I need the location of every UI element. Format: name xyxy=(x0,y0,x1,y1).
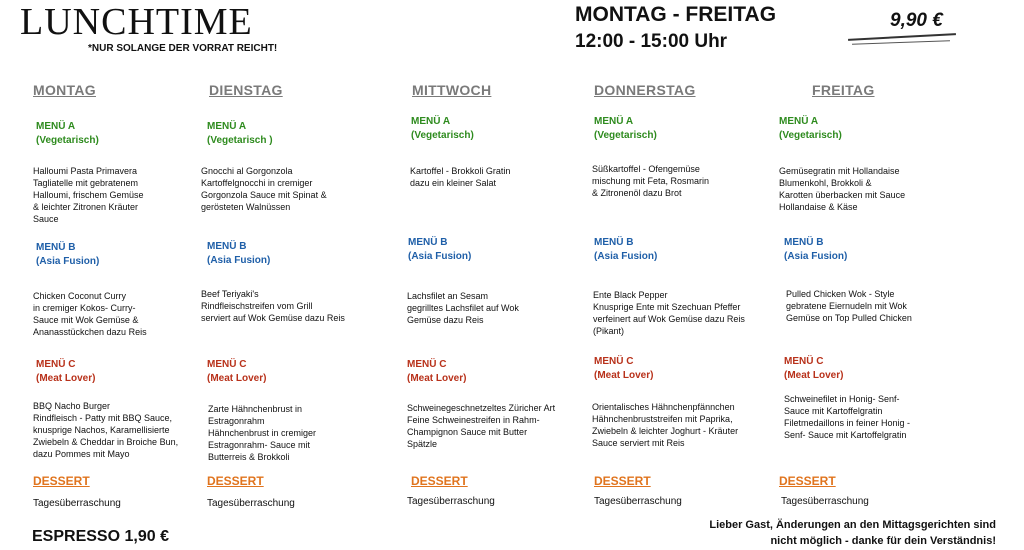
menu-b-label: MENÜ B xyxy=(36,242,76,253)
menu-b-label: MENÜ B xyxy=(207,241,247,252)
menu-b-description: Chicken Coconut Curry in cremiger Kokos- Curry- Sauce mit Wok Gemüse & Ananasstückchen dazu Reis xyxy=(33,291,147,337)
price-underline xyxy=(852,40,950,44)
dessert-heading: DESSERT xyxy=(33,474,90,488)
espresso-price: ESPRESSO 1,90 € xyxy=(32,528,169,545)
menu-title: LUNCHTIME xyxy=(20,1,253,43)
menu-price: 9,90 € xyxy=(890,10,943,31)
menu-b-type: (Asia Fusion) xyxy=(36,256,100,267)
menu-c-type: (Meat Lover) xyxy=(207,373,267,384)
menu-a-description: Kartoffel - Brokkoli Gratin dazu ein kleiner Salat xyxy=(410,166,511,188)
dessert-description: Tagesüberraschung xyxy=(781,496,869,507)
dessert-description: Tagesüberraschung xyxy=(207,498,295,509)
menu-c-description: Schweinefilet in Honig- Senf- Sauce mit Kartoffelgratin Filetmedaillons in feiner Honig - Senf- Sauce mit Kartoffelgratin xyxy=(784,394,911,440)
menu-a-label: MENÜ A xyxy=(594,116,634,127)
menu-a-heading xyxy=(411,115,474,143)
days-range: MONTAG - FREITAG xyxy=(575,3,777,26)
menu-c-type: (Meat Lover) xyxy=(407,373,467,384)
dessert-heading: DESSERT xyxy=(594,474,651,488)
menu-c-label: MENÜ C xyxy=(784,356,824,367)
menu-c-heading xyxy=(594,355,653,383)
menu-a-description: Gemüsegratin mit Hollandaise Blumenkohl, Brokkoli & Karotten überbacken mit Sauce Hollandaise & Käse xyxy=(779,166,906,212)
menu-a-heading xyxy=(779,115,842,143)
menu-c-heading xyxy=(36,358,95,386)
menu-b-type: (Asia Fusion) xyxy=(594,251,658,262)
menu-a-heading xyxy=(36,120,99,148)
opening-hours: 12:00 - 15:00 Uhr xyxy=(575,31,728,52)
menu-b-heading xyxy=(784,236,847,264)
menu-b-heading xyxy=(408,236,471,264)
menu-c-label: MENÜ C xyxy=(407,359,447,370)
guest-notice: Lieber Gast, Änderungen an den Mittagsgerichten sind nicht möglich - danke für dein Verständnis! xyxy=(709,519,996,547)
menu-c-heading xyxy=(784,355,843,383)
menu-b-type: (Asia Fusion) xyxy=(784,251,848,262)
menu-a-description: Halloumi Pasta Primavera Tagliatelle mit gebratenem Halloumi, frischem Gemüse & leichter Zitronen Kräuter Sauce xyxy=(33,166,144,224)
dessert-heading: DESSERT xyxy=(779,474,836,488)
menu-c-type: (Meat Lover) xyxy=(784,370,844,381)
menu-c-type: (Meat Lover) xyxy=(594,370,654,381)
menu-c-description: BBQ Nacho Burger Rindfleisch - Patty mit BBQ Sauce, knusprige Nachos, Karamellisierte Zwiebeln & Cheddar in Broiche Bun, dazu Pommes mit Mayo xyxy=(33,401,179,459)
menu-b-label: MENÜ B xyxy=(408,237,448,248)
day-heading: FREITAG xyxy=(812,82,875,98)
menu-b-description: Ente Black Pepper Knusprige Ente mit Szechuan Pfeffer verfeinert auf Wok Gemüse dazu Reis (Pikant) xyxy=(593,290,745,336)
menu-a-description: Gnocchi al Gorgonzola Kartoffelgnocchi in cremiger Gorgonzola Sauce mit Spinat & gerösteten Walnüssen xyxy=(201,166,327,212)
menu-a-type: (Vegetarisch ) xyxy=(207,135,273,146)
menu-a-type: (Vegetarisch) xyxy=(411,130,474,141)
menu-b-heading xyxy=(594,236,657,264)
menu-b-type: (Asia Fusion) xyxy=(408,251,472,262)
menu-b-label: MENÜ B xyxy=(594,237,634,248)
menu-a-description: Süßkartoffel - Ofengemüse mischung mit Feta, Rosmarin & Zitronenöl dazu Brot xyxy=(592,164,710,198)
menu-c-description: Schweinegeschnetzeltes Züricher Art Feine Schweinestreifen in Rahm- Champignon Sauce mit Butter Spätzle xyxy=(407,403,556,449)
menu-a-type: (Vegetarisch) xyxy=(36,135,99,146)
day-heading: MONTAG xyxy=(33,82,96,98)
menu-a-type: (Vegetarisch) xyxy=(779,130,842,141)
menu-b-description: Lachsfilet an Sesam gegrilltes Lachsfilet auf Wok Gemüse dazu Reis xyxy=(407,291,519,325)
menu-c-heading xyxy=(207,358,266,386)
dessert-heading: DESSERT xyxy=(411,474,468,488)
menu-a-heading xyxy=(594,115,657,143)
menu-b-heading xyxy=(207,240,270,268)
day-heading: DIENSTAG xyxy=(209,82,283,98)
dessert-description: Tagesüberraschung xyxy=(594,496,682,507)
menu-a-heading xyxy=(207,120,273,148)
menu-b-description: Beef Teriyaki's Rindfleischstreifen vom Grill serviert auf Wok Gemüse dazu Reis xyxy=(201,289,345,323)
dessert-heading: DESSERT xyxy=(207,474,264,488)
menu-c-label: MENÜ C xyxy=(207,359,247,370)
availability-note: *NUR SOLANGE DER VORRAT REICHT! xyxy=(88,43,278,54)
menu-b-label: MENÜ B xyxy=(784,237,824,248)
menu-a-type: (Vegetarisch) xyxy=(594,130,657,141)
menu-c-description: Zarte Hähnchenbrust in Estragonrahm Hähnchenbrust in cremiger Estragonrahm- Sauce mit Butterreis & Brokkoli xyxy=(208,404,317,462)
dessert-description: Tagesüberraschung xyxy=(407,496,495,507)
day-heading: MITTWOCH xyxy=(412,82,492,98)
menu-c-heading xyxy=(407,358,466,386)
menu-c-label: MENÜ C xyxy=(594,356,634,367)
menu-a-label: MENÜ A xyxy=(779,116,819,127)
menu-b-heading xyxy=(36,241,99,269)
menu-b-description: Pulled Chicken Wok - Style gebratene Eiernudeln mit Wok Gemüse on Top Pulled Chicken xyxy=(786,289,912,323)
menu-a-label: MENÜ A xyxy=(207,121,247,132)
menu-a-label: MENÜ A xyxy=(411,116,451,127)
dessert-description: Tagesüberraschung xyxy=(33,498,121,509)
menu-c-description: Orientalisches Hähnchenpfännchen Hähnchenbruststreifen mit Paprika, Zwiebeln & leichter Joghurt - Kräuter Sauce serviert mit Reis xyxy=(592,402,739,448)
menu-c-label: MENÜ C xyxy=(36,359,76,370)
menu-a-label: MENÜ A xyxy=(36,121,76,132)
menu-b-type: (Asia Fusion) xyxy=(207,255,271,266)
menu-c-type: (Meat Lover) xyxy=(36,373,96,384)
day-heading: DONNERSTAG xyxy=(594,82,696,98)
